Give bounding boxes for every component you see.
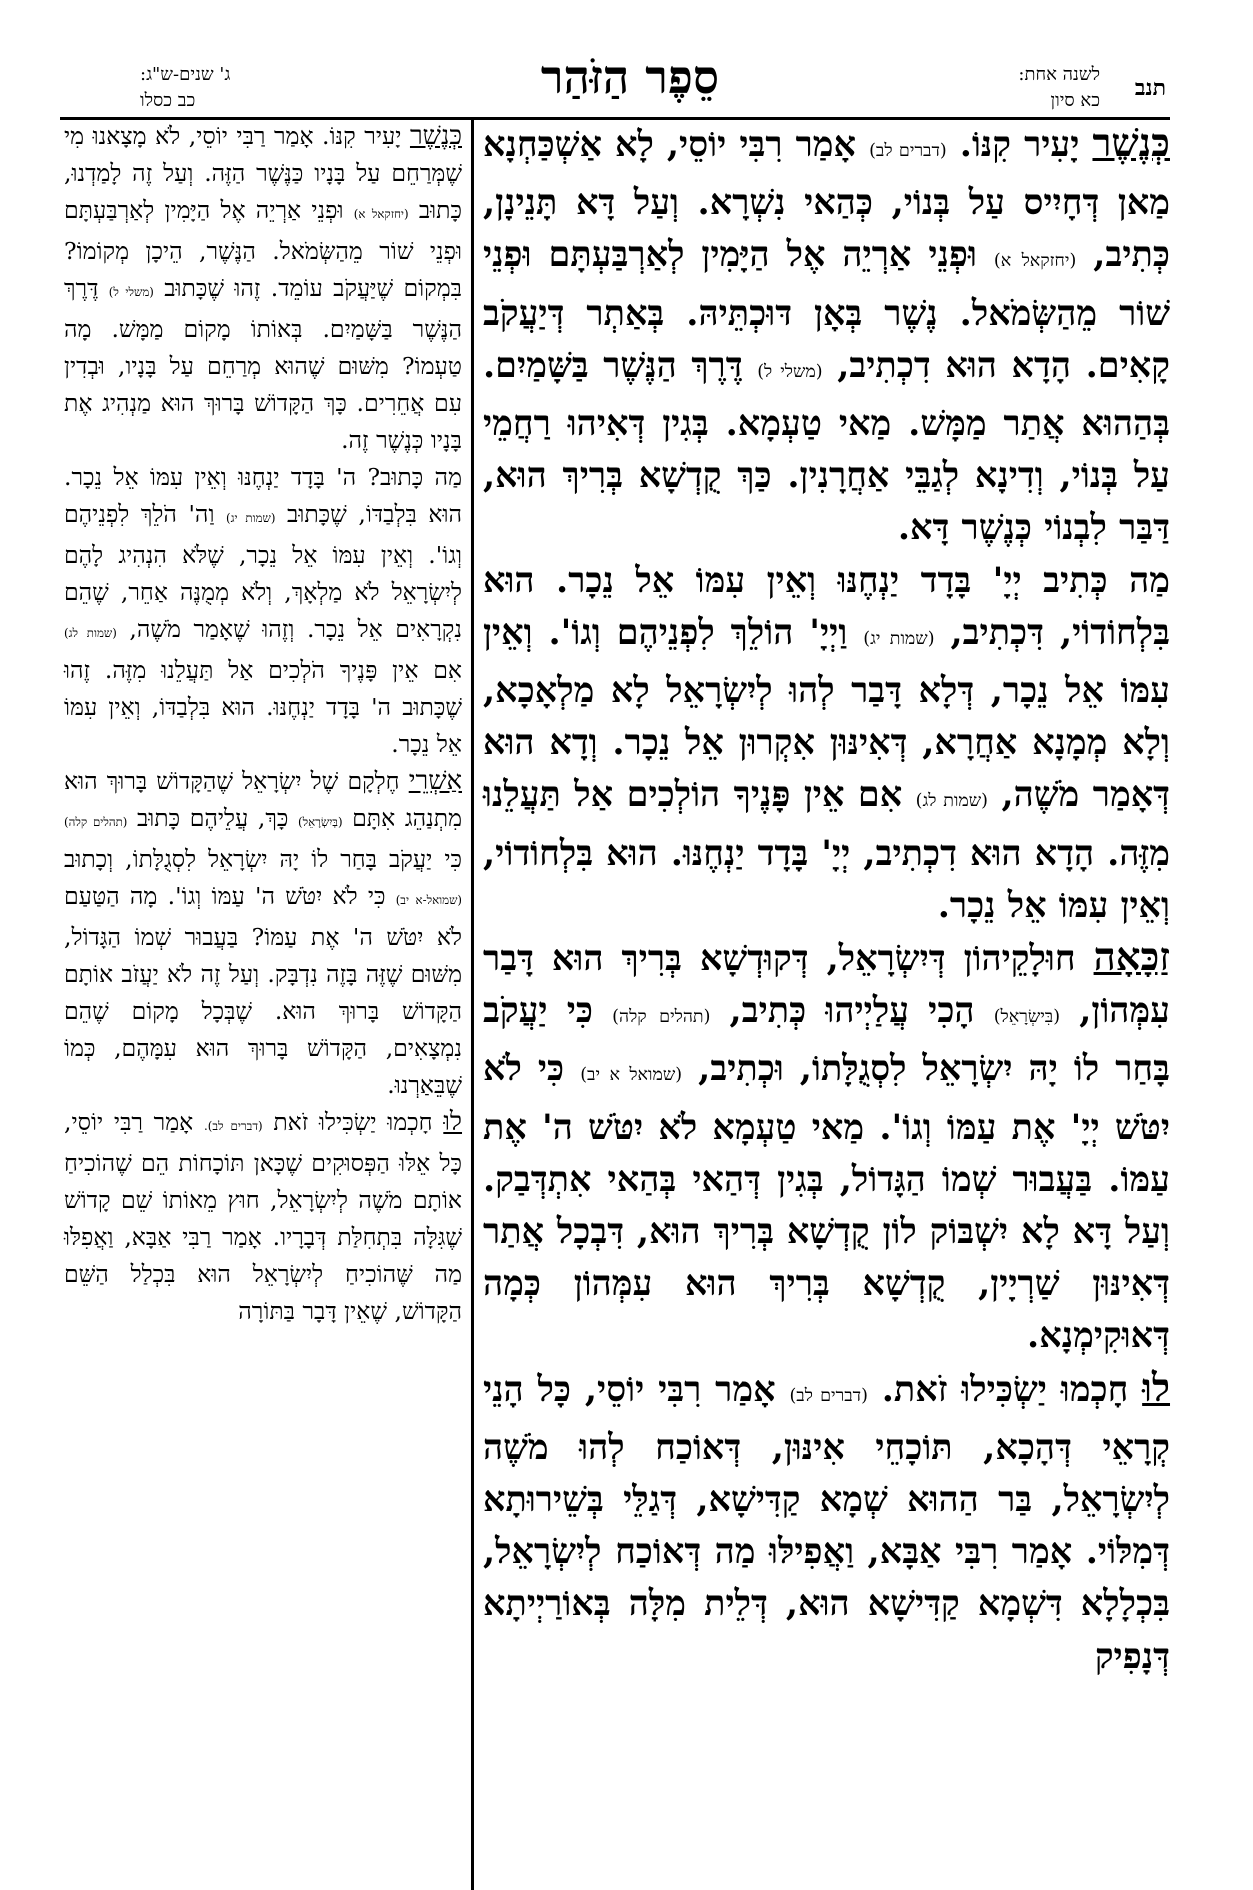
verse-reference: (יחזקאל א) (353, 207, 409, 221)
main-paragraph (483, 1363, 1170, 1683)
verse-reference: (דברים לב) (869, 141, 947, 161)
header-left-bottom: כב כסלו (140, 90, 196, 111)
text-segment: חָכְמוּ יַשְׂכִּילוּ זֹאת (262, 1108, 444, 1136)
verse-reference: (שמות לג) (64, 626, 117, 640)
verse-reference: (בְּיִשְׂרָאֵל) (298, 815, 343, 829)
text-segment: כִּי לֹא יִטֹּשׁ ה' עַמּוֹ וְגוֹ'. מָה הַטַּעַם לֹא יִטֹּשׁ ה' אֶת עַמּוֹ? בַּעֲבוּר שְׁמוֹ הַגָּדוֹל, מִשּׁוּם שֶׁזֶּה בָּזֶה נִדְבָּק. וְעַל זֶה לֹא יַעֲזֹב אוֹתָם הַקָּדוֹשׁ בָּרוּךְ הוּא. שֶׁבְּכָל מָקוֹם שֶׁהֵם נִמְצָאִים, הַקָּדוֹשׁ בָּרוּךְ הוּא עִמָּהֶם, כְּמוֹ שֶׁבֵּאַרְנוּ. (64, 882, 462, 1099)
header-right-top: לשנה אחת: (1018, 64, 1100, 85)
lead-word: אַשְׁרֵי (408, 766, 462, 796)
text-segment: חוּלָקֵיהוֹן דְּיִשְׂרָאֵל, דְּקוּדְשָׁא בְּרִיךְ הוּא דָּבַר עִמְּהוֹן, (483, 938, 1170, 1032)
verse-reference: (דברים לב) (789, 1385, 868, 1406)
text-segment: וַיְיָ' הוֹלֵךְ לִפְנֵיהֶם וְגוֹ'. וְאֵין עִמּוֹ אֵל נֵכָר, דְּלָא דָּבַר לְהוּ לְיִשְׂרָאֵל לָא מַלְאָכָא, וְלָא מְמָנָא אַחֲרָא, דְּאִינּוּן אִקְרוּן אֵל נֵכָר. וְדָא הוּא דְּאָמַר מֹשֶׁה, (483, 611, 1171, 816)
lead-word: זַכָּאָה (1093, 935, 1170, 981)
header-left-top: ג' שנים-ש"ג: (140, 64, 231, 85)
text-segment: דֶּרֶךְ הַנֶּשֶׁר בַּשָּׁמַיִם. בְּהַהוּא אֲתַר מַמָּשׁ. מַאי טַעְמָא. בְּגִין דְּאִיהוּ רַחֲמֵי עַל בְּנוֹי, וְדִינָא לְגַבֵּי אַחֲרָנִין. כַּךְ קֻדְשָׁא בְּרִיךְ הוּא, דַּבַּר לִבְנוֹי כְּנֶשֶׁר דָּא. (483, 344, 1170, 549)
text-segment: וַה' הֹלֵךְ לִפְנֵיהֶם וְגוֹ'. וְאֵין עִמּוֹ אֵל נֵכָר, שֶׁלֹּא הִנְהִיג לָהֶם לְיִשְׂרָאֵל לֹא מַלְאָךְ, וְלֹא מְמֻנֶּה אַחֵר, שֶׁהֵם נִקְרָאִים אֵל נֵכָר. וְזֶהוּ שֶׁאָמַר מֹשֶׁה, (64, 500, 462, 643)
main-column (483, 118, 1170, 1683)
verse-reference: (תהלים קלה) (612, 1007, 711, 1028)
text-segment: אָמַר רִבִּי יוֹסֵי, כָּל הָנֵי קְרָאֵי דְּהָכָא, תּוֹכָחֵי אִינּוּן, דְּאוֹכַח לְהוּ מֹשֶׁה לְיִשְׂרָאֵל, בַּר הַהוּא שְׁמָא קַדִּישָׁא, דְּגַלֵּי בְּשֵׁירוּתָא דְּמִלּוֹי. אָמַר רִבִּי אַבָּא, וַאֲפִילּוּ מַה דְּאוֹכַח לְיִשְׂרָאֵל, בִּכְלָלָא דִּשְׁמָא קַדִּישָׁא הוּא, דְּלֵית מִלָּה בְּאוֹרַיְיתָא דְּנָפִיק (483, 1368, 1170, 1677)
lead-word: כְּנֶשֶׁר (409, 121, 462, 151)
verse-reference: (בִּישְׂרָאֵל) (993, 1007, 1061, 1028)
text-segment: כִּי יַעֲקֹב בָּחַר לוֹ יָהּ יִשְׂרָאֵל לִסְגֻלָּתוֹ, וּכְתִיב, (483, 990, 1171, 1090)
verse-reference: (יחזקאל א) (993, 251, 1077, 272)
page-number: תנב (1134, 75, 1166, 101)
text-segment: אִם אֵין פָּנֶיךָ הוֹלְכִים אַל תַּעֲלֵנוּ מִזֶּה. הָדָא הוּא דִכְתִיב, יְיָ' בָּדָד יַנְחֶנּוּ. הוּא בִּלְחוֹדוֹי, וְאֵין עִמּוֹ אֵל נֵכָר. (483, 774, 1170, 926)
book-title: סֵפֶר הַזֹּהַר (540, 50, 720, 104)
text-segment: כָּךְ, עֲלֵיהֶם כָּתוּב (127, 804, 298, 832)
main-paragraph (483, 555, 1170, 932)
text-segment: אִם אֵין פָּנֶיךָ הֹלְכִים אַל תַּעֲלֵנוּ מִזֶּה. זֶהוּ שֶׁכָּתוּב ה' בָּדָד יַנְחֶנּוּ. הוּא בִּלְבַדּוֹ, וְאֵין עִמּוֹ אֵל נֵכָר. (64, 656, 462, 758)
verse-reference: (שמות יג) (863, 628, 935, 649)
text-segment: חָכְמוּ יַשְׂכִּילוּ זֹאת. (867, 1368, 1143, 1410)
lead-word: לוּ (1142, 1365, 1171, 1411)
text-segment: וּפְנֵי אַרְיֵה אֶל הַיָּמִין לְאַרְבַּעְתָּם וּפְנֵי שׁוֹר מֵהַשְּׂמֹאל. נֶשֶׁר בְּאָן דּוּכְתֵּיהּ. בְּאַתְר דְּיַעֲקֹב קָאִים. הָדָא הוּא דִכְתִיב, (483, 234, 1170, 386)
side-column (64, 118, 462, 1330)
side-paragraph (64, 1104, 462, 1330)
lead-word: כְּנֶשֶׁר (1092, 121, 1170, 166)
side-paragraph (64, 118, 462, 459)
header-right-bottom: כא סיון (1050, 90, 1100, 111)
text-segment: אָמַר רִבִּי יוֹסֵי, לָא אַשְׁכַּחְנָא מַאן דְּחָיִיס עַל בְּנוֹי, כְּהַאי נִשְׁרָא. וְעַל דָּא תָּנֵינָן, כְּתִיב, (483, 124, 1170, 276)
column-divider (471, 120, 474, 1890)
verse-reference: (שמואל-א יב) (395, 893, 462, 907)
verse-reference: (שמות יג) (226, 511, 276, 525)
text-segment: כִּי יַעֲקֹב בָּחַר לוֹ יָהּ יִשְׂרָאֵל לִסְגֻלָּתוֹ, וְכָתוּב (64, 845, 462, 873)
text-segment: מַה כְּתִיב יְיָ' בָּדָד יַנְחֶנּוּ וְאֵין עִמּוֹ אֵל נֵכָר. הוּא בִּלְחוֹדוֹי, דִּכְתִיב, (483, 559, 1171, 653)
verse-reference: (שמואל א יב) (580, 1065, 683, 1086)
text-segment: יָעִיר קִנּוֹ. אָמַר רַבִּי יוֹסֵי, לֹא מָצָאנוּ מִי שֶׁמְּרַחֵם עַל בָּנָיו כַּנֶּשֶׁר הַזֶּה. וְעַל זֶה לָמַדְנוּ, כָּתוּב (64, 122, 462, 224)
side-paragraph (64, 459, 462, 763)
text-segment: מַה כָּתוּב? ה' בָּדָד יַנְחֶנּוּ וְאֵין עִמּוֹ אֵל נֵכָר. הוּא בִּלְבַדּוֹ, שֶׁכָּתוּב (64, 463, 462, 528)
main-paragraph (483, 118, 1170, 555)
verse-reference: (משלי ל) (757, 361, 823, 382)
text-segment: חֶלְקָם שֶׁל יִשְׂרָאֵל שֶׁהַקָּדוֹשׁ בָּרוּךְ הוּא מִתְנַהֵג אִתָּם (64, 767, 462, 832)
verse-reference: (שמות לג) (915, 791, 989, 812)
text-segment: כִּי לֹא יִטֹּשׁ יְיָ' אֶת עַמּוֹ וְגוֹ'. מַאי טַעְמָא לֹא יִטֹּשׁ ה' אֶת עַמּוֹ. בַּעֲבוּר שְׁמוֹ הַגָּדוֹל, בְּגִין דְּהַאי בְּהַאי אִתְדְּבַק. וְעַל דָּא לָא יִשְׁבּוֹק לוֹן קֻדְשָׁא בְּרִיךְ הוּא, דִּבְכָל אֲתַר דְּאִינּוּן שַׁרְיָין, קֻדְשָׁא בְּרִיךְ הוּא עִמְּהוֹן כְּמָה דְּאוּקִימְנָא. (483, 1048, 1170, 1357)
verse-reference: (דברים לב). (204, 1119, 263, 1133)
text-segment: יָעִיר קִנּוֹ. (946, 124, 1093, 165)
main-paragraph (483, 932, 1170, 1363)
side-paragraph (64, 763, 462, 1104)
text-segment: וּפְנֵי אַרְיֵה אֶל הַיָּמִין לְאַרְבַּעְתָּם וּפְנֵי שׁוֹר מֵהַשְּׂמֹאל. הַנֶּשֶׁר, הֵיכָן מְקוֹמוֹ? בִּמְקוֹם שֶׁיַּעֲקֹב עוֹמֵד. זֶהוּ שֶׁכָּתוּב (64, 196, 462, 302)
verse-reference: (משלי ל) (108, 285, 154, 299)
text-segment: אָמַר רַבִּי יוֹסֵי, כָּל אֵלּוּ הַפְּסוּקִים שֶׁכָּאן תּוֹכָחוֹת הֵם שֶׁהוֹכִיחַ אוֹתָם מֹשֶׁה לְיִשְׂרָאֵל, חוּץ מֵאוֹתוֹ שֵׁם קָדוֹשׁ שֶׁגִּלָּה בִּתְחִלַּת דְּבָרָיו. אָמַר רַבִּי אַבָּא, וַאֲפִלּוּ מַה שֶּׁהוֹכִיחַ לְיִשְׂרָאֵל הוּא בִּכְלַל הַשֵּׁם הַקָּדוֹשׁ, שֶׁאֵין דָּבָר בַּתּוֹרָה (64, 1108, 462, 1325)
verse-reference: (תהלים קלה) (64, 815, 128, 829)
text-segment: הָכִי עֲלַיְיהוּ כְּתִיב, (710, 990, 994, 1032)
text-segment: דֶּרֶךְ הַנֶּשֶׁר בַּשָּׁמַיִם. בְּאוֹתוֹ מָקוֹם מַמָּשׁ. מָה טַעְמוֹ? מִשּׁוּם שֶׁהוּא מְרַחֵם עַל בָּנָיו, וּבְדִין עִם אֲחֵרִים. כָּךְ הַקָּדוֹשׁ בָּרוּךְ הוּא מַנְהִיג אֶת בָּנָיו כְּנֶשֶׁר זֶה. (64, 274, 462, 454)
lead-word: לוּ (443, 1107, 463, 1137)
